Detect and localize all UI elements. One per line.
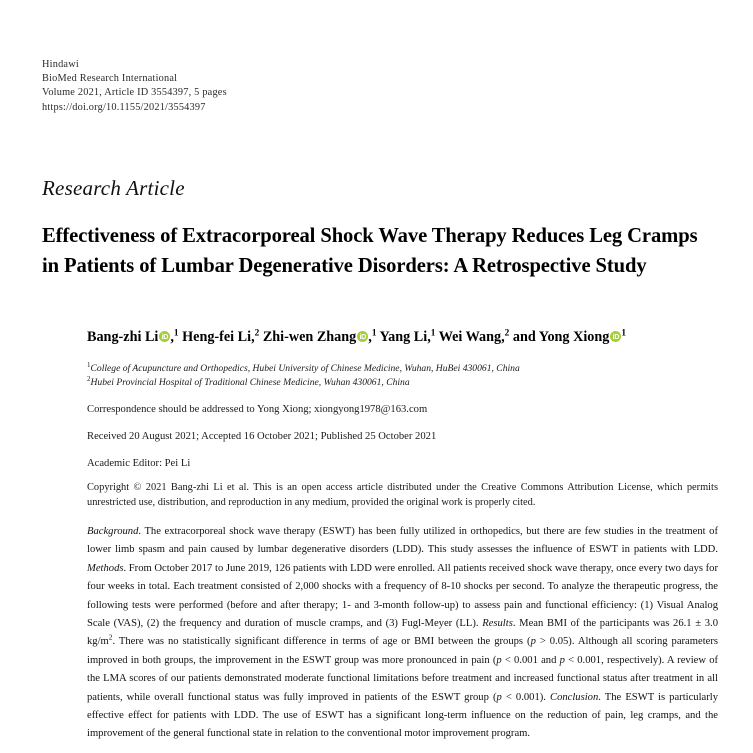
- affiliation-line: [87, 376, 727, 390]
- statistic-value: (p > 0.05): [527, 636, 572, 648]
- author-name: Heng-fei Li: [182, 329, 252, 345]
- affiliation-text: College of Acupuncture and Orthopedics, Hubei University of Chinese Medicine, Wuhan, HuBei 430061, China: [90, 363, 520, 374]
- author-separator: ,: [427, 329, 431, 345]
- journal-name: BioMed Research International: [42, 73, 178, 85]
- publisher-name: Hindawi: [42, 59, 79, 70]
- affiliation-list: [87, 362, 727, 389]
- abstract-body: [87, 523, 718, 744]
- page-title: Effectiveness of Extracorporeal Shock Wave Therapy Reduces Leg Cramps in Patients of Lumbar Degenerative Disorders: A Retrospective Study: [42, 224, 698, 277]
- superscript: 2: [108, 632, 113, 642]
- abstract-section-heading: Background: [87, 526, 139, 537]
- author-separator: ,: [368, 329, 372, 345]
- orcid-icon[interactable]: [159, 331, 170, 342]
- author-affiliation-marker: 2: [504, 328, 510, 339]
- abstract-section-text: . The extracorporeal shock wave therapy (ESWT) has been fully utilized in orthopedics, but there are few studies in the treatment of lower limb spasm and pain caused by lumbar degenerative disorders (LDD). This study assesses the influence of ESWT in patients with LDD.: [87, 526, 718, 556]
- author-affiliation-marker: 1: [371, 328, 377, 339]
- statistic-value: p < 0.001: [559, 654, 602, 666]
- author-name: Yong Xiong: [538, 329, 610, 345]
- abstract-section-heading: Conclusion: [550, 691, 599, 703]
- orcid-icon[interactable]: [357, 331, 368, 342]
- author-affiliation-marker: 1: [621, 328, 626, 339]
- author-name: Yang Li: [379, 329, 428, 345]
- author-separator-tail: and: [509, 329, 539, 345]
- affiliation-text: Hubei Provincial Hospital of Traditional Chinese Medicine, Wuhan 430061, China: [90, 376, 410, 388]
- publication-dates-line: Received 20 August 2021; Accepted 16 October 2021; Published 25 October 2021: [87, 431, 437, 442]
- orcid-icon-glyph: iD: [612, 332, 620, 341]
- author-name: Bang-zhi Li: [87, 329, 159, 345]
- statistic-value: (p < 0.001: [492, 654, 538, 666]
- author-separator: ,: [251, 329, 255, 345]
- journal-masthead: [42, 58, 227, 115]
- author-separator: ,: [170, 329, 174, 345]
- abstract-section-text: . From October 2017 to June 2019, 126 patients with LDD were enrolled. All patients received shock wave therapy, once every two days for four weeks in total. Each treatment consisted of 2,000 shocks with a frequency of 8-10 shocks per second. To analyze the therapeutic progress, the following tests were performed (before and after therapy; 1- and 3-month follow-up) to assess pain and functional efficiency: (1) Visual Analog Scale (VAS), (2) the frequency and duration of muscle cramps, and (3) Fugl-Meyer (LL).: [87, 562, 718, 630]
- orcid-icon[interactable]: [610, 331, 621, 342]
- author-affiliation-marker: 1: [173, 328, 179, 339]
- copyright-statement: Copyright © 2021 Bang-zhi Li et al. This is an open access article distributed under the Creative Commons Attribution License, which permits unrestricted use, distribution, and reproduction in any medium, provided the original work is properly cited.: [87, 482, 718, 509]
- abstract-section-text: . The ESWT is particularly effective effect for patients with LDD. The use of ESWT has a significant long-term influence on the reduction of pain, leg cramps, and the improvement of the general functional state in relation to the conventional motor improvement program.: [87, 691, 718, 740]
- abstract-section-heading: Methods: [87, 562, 124, 574]
- author-list: [87, 327, 717, 347]
- statistic-value: 26.1 ± 3.0: [673, 618, 719, 630]
- affiliation-line: [87, 362, 727, 376]
- orcid-icon-glyph: iD: [161, 332, 169, 341]
- doi-link[interactable]: https://doi.org/10.1155/2021/3554397: [42, 101, 206, 113]
- academic-editor-line: Academic Editor: Pei Li: [87, 458, 191, 469]
- volume-line: Volume 2021, Article ID 3554397, 5 pages: [42, 87, 227, 99]
- correspondence-line: Correspondence should be addressed to Yong Xiong; xiongyong1978@163.com: [87, 404, 428, 415]
- author-name: Zhi-wen Zhang: [262, 329, 357, 345]
- author-affiliation-marker: 1: [430, 328, 436, 339]
- author-affiliation-marker: 2: [254, 328, 260, 339]
- statistic-value: (p < 0.001): [492, 691, 544, 703]
- abstract-section-heading: Results: [482, 618, 513, 630]
- author-separator: ,: [501, 329, 505, 345]
- affiliation-marker: 2: [87, 374, 91, 383]
- affiliation-marker: 1: [87, 360, 91, 369]
- abstract-section-text: . Mean BMI of the participants was 26.1 ± 3.0 $kg/m^2$. There was no statistically significant difference in terms of age or BMI between the groups (p > 0.05). Although all scoring parameters improved in both groups, the improvement in the ESWT group was more pronounced in pain (p < 0.001 and p < 0.001, respectively). A review of the LMA scores of our patients demonstrated moderate functional limitations before treatment and increased functional status after treatment in all patients, while overall functional status was fully improved in patients of the ESWT group (p < 0.001).: [87, 618, 719, 703]
- author-name: Wei Wang: [438, 329, 502, 345]
- orcid-icon-glyph: iD: [359, 332, 367, 341]
- article-type-label: Research Article: [42, 176, 185, 200]
